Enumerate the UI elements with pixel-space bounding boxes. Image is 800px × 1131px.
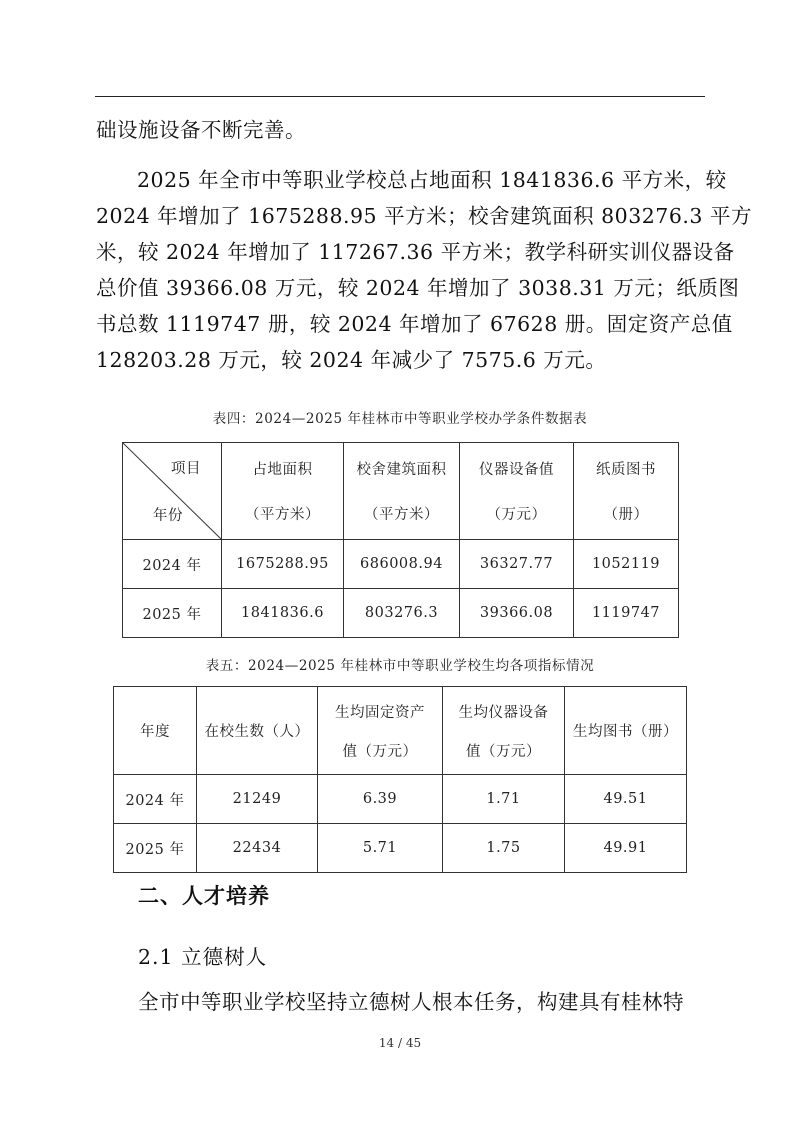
table-cell: 1.71 [443, 775, 565, 824]
table-row [114, 775, 687, 824]
conditions-paragraph [96, 162, 752, 378]
table-cell: 803276.3 [344, 589, 460, 638]
table-cell: 1052119 [574, 540, 679, 589]
subsection-heading: 2.1 立德树人 [138, 945, 268, 969]
table-cell: 49.91 [565, 824, 687, 873]
table4-header-cell: 占地面积 （平方米） [222, 443, 344, 540]
table-row [123, 589, 679, 638]
corner-label-item: 项目 [171, 461, 201, 477]
year-cell: 2025 年 [114, 824, 197, 873]
table4-header-row [123, 443, 679, 540]
table4-header-cell: 仪器设备值 （万元） [460, 443, 574, 540]
paragraph-line: 128203.28 万元，较 2024 年减少了 7575.6 万元。 [96, 348, 607, 372]
table-cell: 686008.94 [344, 540, 460, 589]
table-cell: 1841836.6 [222, 589, 344, 638]
paragraph-line: 础设施设备不断完善。 [96, 118, 306, 142]
table4 [122, 442, 679, 638]
table5-header-cell: 生均仪器设备 值（万元） [443, 687, 565, 775]
paragraph-line: 总价值 39366.08 万元，较 2024 年增加了 3038.31 万元；纸质图 [96, 276, 740, 300]
paragraph-line: 米，较 2024 年增加了 117267.36 平方米；教学科研实训仪器设备 [96, 240, 735, 264]
table-cell: 36327.77 [460, 540, 574, 589]
table-cell: 1675288.95 [222, 540, 344, 589]
table5-caption: 表五：2024—2025 年桂林市中等职业学校生均各项指标情况 [205, 658, 595, 674]
table-row [123, 540, 679, 589]
table-cell: 49.51 [565, 775, 687, 824]
paragraph-line: 书总数 1119747 册，较 2024 年增加了 67628 册。固定资产总值 [96, 312, 733, 336]
table5-header-row [114, 687, 687, 775]
continuation-paragraph [96, 112, 708, 148]
page-number: 14 / 45 [378, 1036, 422, 1050]
table-cell: 21249 [197, 775, 318, 824]
header-rule [95, 96, 705, 97]
year-cell: 2024 年 [123, 540, 222, 589]
table5-header-cell: 生均固定资产 值（万元） [318, 687, 443, 775]
table4-corner-cell [123, 443, 222, 540]
table-cell: 22434 [197, 824, 318, 873]
table-row [114, 824, 687, 873]
section-heading: 二、人才培养 [138, 884, 270, 908]
table-cell: 39366.08 [460, 589, 574, 638]
year-cell: 2025 年 [123, 589, 222, 638]
corner-label-year: 年份 [153, 508, 183, 524]
table5-header-cell: 生均图书（册） [565, 687, 687, 775]
year-cell: 2024 年 [114, 775, 197, 824]
table5-header-cell: 在校生数（人） [197, 687, 318, 775]
table-cell: 1.75 [443, 824, 565, 873]
table4-header-cell: 校舍建筑面积 （平方米） [344, 443, 460, 540]
table-cell: 1119747 [574, 589, 679, 638]
paragraph-line: 全市中等职业学校坚持立德树人根本任务，构建具有桂林特 [138, 990, 684, 1014]
table-cell: 5.71 [318, 824, 443, 873]
section-paragraph [138, 984, 708, 1020]
table4-header-cell: 纸质图书 （册） [574, 443, 679, 540]
table4-caption: 表四：2024—2025 年桂林市中等职业学校办学条件数据表 [212, 411, 588, 427]
table-cell: 6.39 [318, 775, 443, 824]
table5 [113, 686, 687, 873]
paragraph-line: 2025 年全市中等职业学校总占地面积 1841836.6 平方米，较 [137, 168, 727, 192]
table5-header-cell: 年度 [114, 687, 197, 775]
paragraph-line: 2024 年增加了 1675288.95 平方米；校舍建筑面积 803276.3 平方 [96, 204, 752, 228]
